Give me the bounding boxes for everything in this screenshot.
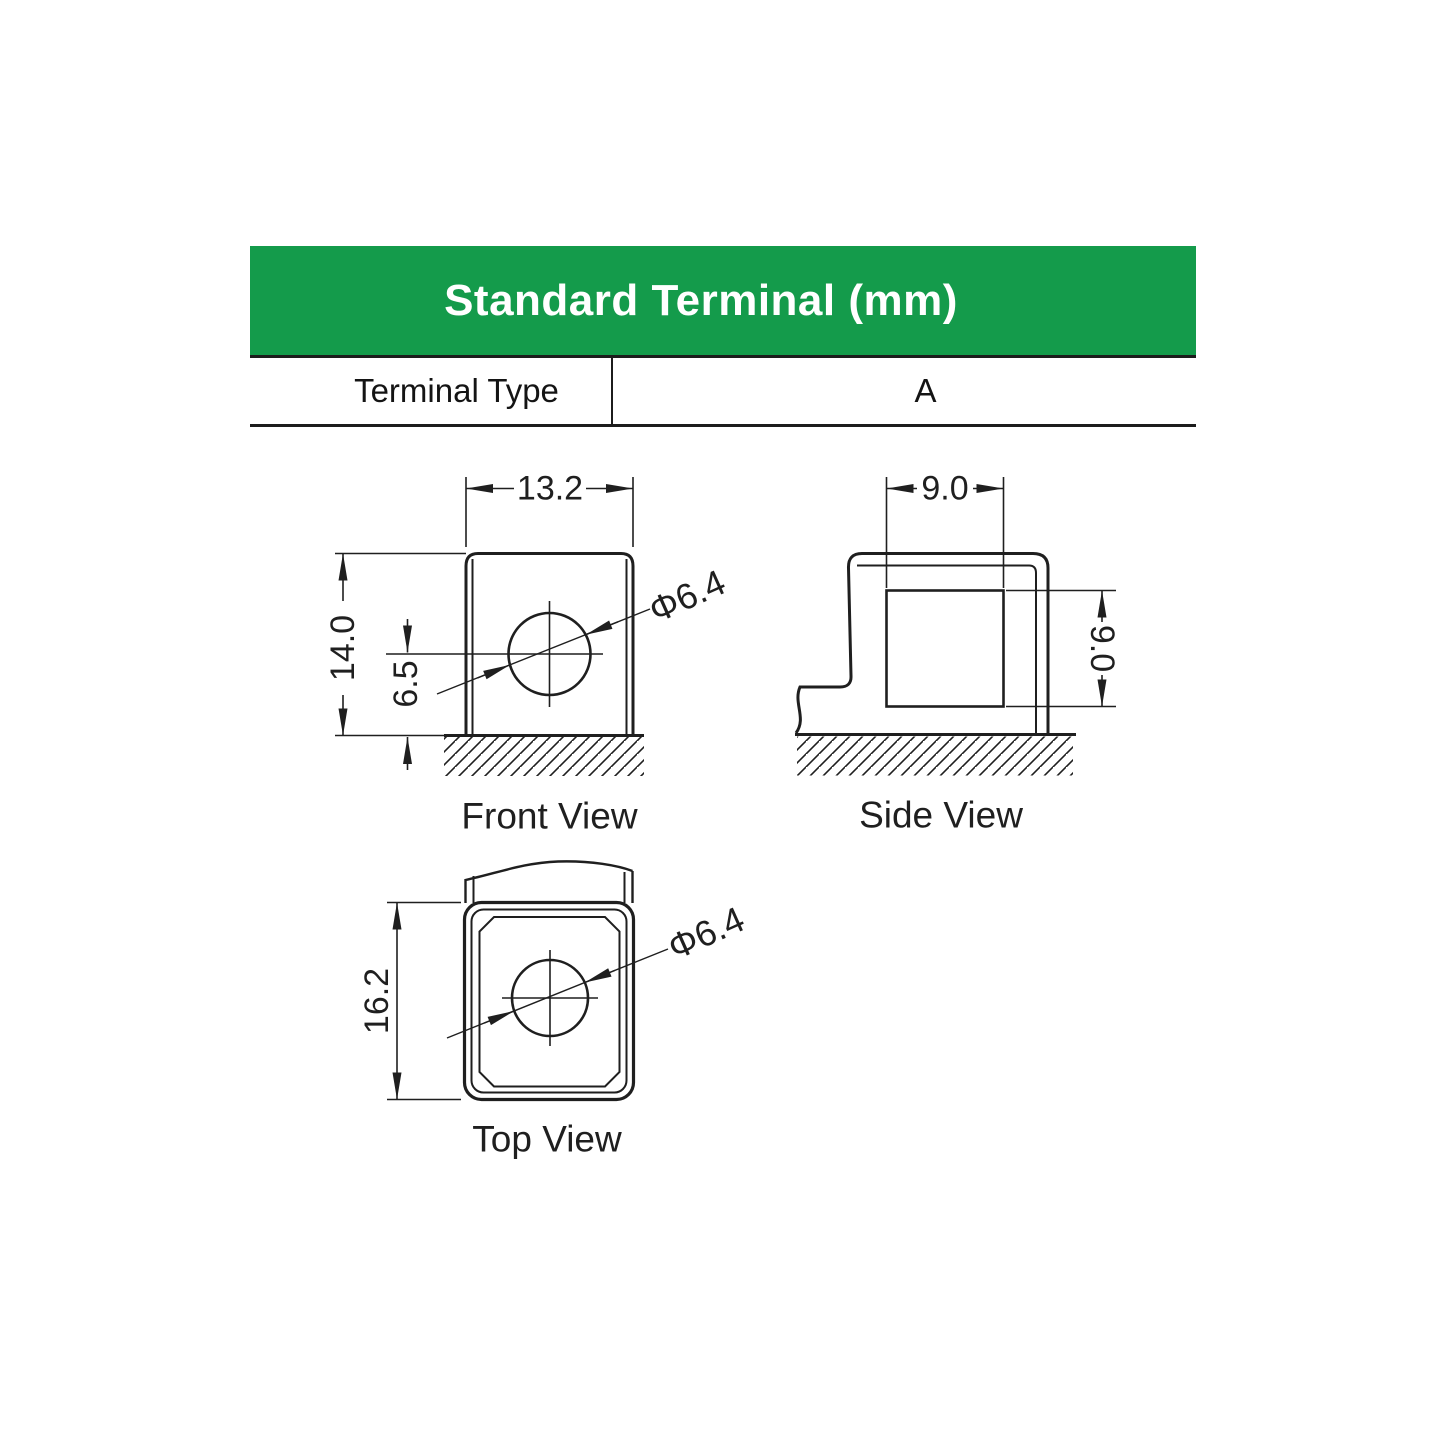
header-title: Standard Terminal (mm): [444, 275, 958, 325]
top-terminal-outline: [465, 903, 634, 1100]
terminal-type-value: A: [914, 372, 937, 409]
top-hole-dia-arrow-upper: [585, 970, 615, 982]
side-view-label: Side View: [859, 794, 1023, 836]
top-view: [358, 861, 750, 1159]
side-height-value: 9.0: [1083, 624, 1121, 673]
side-view: [795, 470, 1121, 836]
standard-terminal-header: [250, 246, 1196, 358]
front-view-label: Front View: [461, 795, 638, 837]
top-body-break-line: [466, 861, 633, 880]
top-height-value: 16.2: [358, 967, 396, 1035]
front-hole-height-value: 6.5: [387, 660, 425, 708]
terminal-type-value-cell: [611, 358, 1196, 424]
side-terminal-pad: [887, 591, 1004, 707]
front-hole-dia-value: Φ6.4: [642, 561, 732, 631]
front-width-value: 13.2: [516, 469, 584, 508]
top-hole-dia-arrow-lower: [484, 1011, 514, 1023]
top-terminal-mid-contour: [472, 910, 627, 1093]
side-ground-hatch: [797, 737, 1073, 776]
front-view: [324, 470, 731, 837]
side-width-value: 9.0: [921, 469, 969, 508]
top-view-label: Top View: [472, 1118, 622, 1160]
top-hole-dia-value: Φ6.4: [661, 898, 751, 968]
terminal-type-label: Terminal Type: [354, 372, 559, 409]
front-ground-hatch: [444, 737, 644, 776]
terminal-type-label-cell: [250, 358, 611, 424]
front-hole-dia-arrow-lower: [478, 665, 510, 678]
terminal-drawings: [0, 440, 1445, 1230]
front-hole-dia-leader: [437, 609, 650, 694]
front-height-value: 14.0: [324, 614, 362, 682]
terminal-type-row: [250, 358, 1196, 427]
front-hole-dia-arrow-upper: [586, 622, 618, 635]
